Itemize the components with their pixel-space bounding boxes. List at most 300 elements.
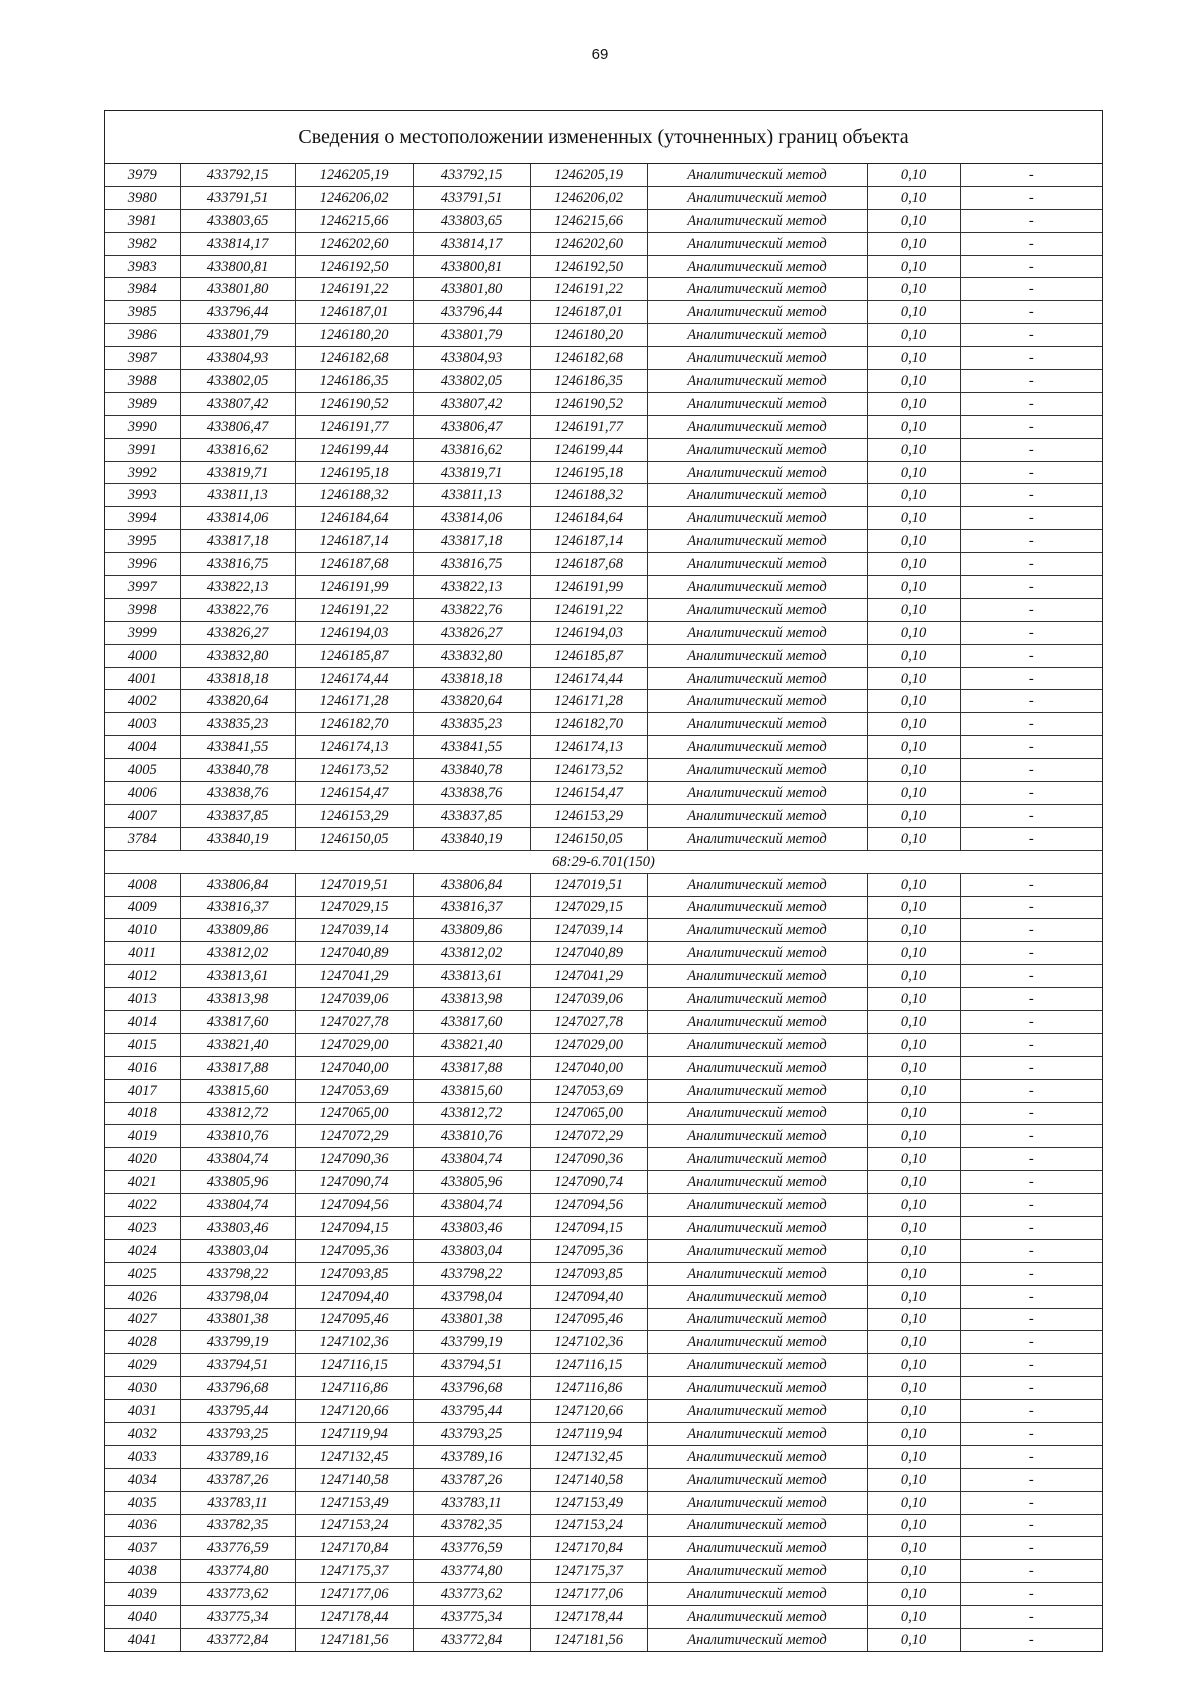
accuracy-cell: 0,10 bbox=[867, 1216, 960, 1239]
y-old-cell: 1247090,36 bbox=[295, 1148, 413, 1171]
x-old-cell: 433815,60 bbox=[180, 1079, 295, 1102]
accuracy-cell: 0,10 bbox=[867, 1606, 960, 1629]
y-old-cell: 1247093,85 bbox=[295, 1262, 413, 1285]
method-cell: Аналитический метод bbox=[647, 209, 867, 232]
y-new-cell: 1246205,19 bbox=[530, 164, 647, 186]
point-number-cell: 3994 bbox=[105, 507, 180, 530]
coordinates-document bbox=[104, 110, 1103, 1652]
method-cell: Аналитический метод bbox=[647, 827, 867, 850]
method-cell: Аналитический метод bbox=[647, 942, 867, 965]
accuracy-cell: 0,10 bbox=[867, 301, 960, 324]
accuracy-cell: 0,10 bbox=[867, 1491, 960, 1514]
x-new-cell: 433796,68 bbox=[413, 1377, 530, 1400]
point-number-cell: 4036 bbox=[105, 1514, 180, 1537]
point-number-cell: 4021 bbox=[105, 1171, 180, 1194]
accuracy-cell: 0,10 bbox=[867, 1308, 960, 1331]
x-new-cell: 433792,15 bbox=[413, 164, 530, 186]
method-cell: Аналитический метод bbox=[647, 1033, 867, 1056]
x-old-cell: 433796,44 bbox=[180, 301, 295, 324]
y-new-cell: 1246190,52 bbox=[530, 392, 647, 415]
table-row bbox=[105, 1216, 1102, 1239]
y-new-cell: 1246185,87 bbox=[530, 644, 647, 667]
table-row bbox=[105, 1583, 1102, 1606]
x-old-cell: 433772,84 bbox=[180, 1629, 295, 1651]
y-new-cell: 1247094,15 bbox=[530, 1216, 647, 1239]
method-cell: Аналитический метод bbox=[647, 1239, 867, 1262]
y-old-cell: 1247029,00 bbox=[295, 1033, 413, 1056]
y-new-cell: 1247119,94 bbox=[530, 1422, 647, 1445]
method-cell: Аналитический метод bbox=[647, 1171, 867, 1194]
y-new-cell: 1247029,15 bbox=[530, 896, 647, 919]
point-number-cell: 3987 bbox=[105, 347, 180, 370]
accuracy-cell: 0,10 bbox=[867, 1377, 960, 1400]
description-cell: - bbox=[960, 553, 1102, 576]
y-old-cell: 1247102,36 bbox=[295, 1331, 413, 1354]
table-row bbox=[105, 461, 1102, 484]
x-old-cell: 433817,60 bbox=[180, 1010, 295, 1033]
y-new-cell: 1246202,60 bbox=[530, 232, 647, 255]
point-number-cell: 3784 bbox=[105, 827, 180, 850]
point-number-cell: 3993 bbox=[105, 484, 180, 507]
point-number-cell: 4018 bbox=[105, 1102, 180, 1125]
y-old-cell: 1246153,29 bbox=[295, 804, 413, 827]
point-number-cell: 4039 bbox=[105, 1583, 180, 1606]
x-old-cell: 433821,40 bbox=[180, 1033, 295, 1056]
method-cell: Аналитический метод bbox=[647, 232, 867, 255]
accuracy-cell: 0,10 bbox=[867, 1629, 960, 1651]
table-row bbox=[105, 232, 1102, 255]
description-cell: - bbox=[960, 1285, 1102, 1308]
point-number-cell: 3985 bbox=[105, 301, 180, 324]
x-old-cell: 433826,27 bbox=[180, 621, 295, 644]
description-cell: - bbox=[960, 873, 1102, 896]
description-cell: - bbox=[960, 965, 1102, 988]
y-old-cell: 1246202,60 bbox=[295, 232, 413, 255]
table-row bbox=[105, 621, 1102, 644]
x-old-cell: 433804,74 bbox=[180, 1194, 295, 1217]
method-cell: Аналитический метод bbox=[647, 965, 867, 988]
y-old-cell: 1247040,00 bbox=[295, 1056, 413, 1079]
y-new-cell: 1246153,29 bbox=[530, 804, 647, 827]
x-old-cell: 433806,84 bbox=[180, 873, 295, 896]
y-old-cell: 1247039,14 bbox=[295, 919, 413, 942]
x-old-cell: 433776,59 bbox=[180, 1537, 295, 1560]
x-new-cell: 433796,44 bbox=[413, 301, 530, 324]
table-row bbox=[105, 598, 1102, 621]
description-cell: - bbox=[960, 484, 1102, 507]
table-row bbox=[105, 1010, 1102, 1033]
method-cell: Аналитический метод bbox=[647, 690, 867, 713]
method-cell: Аналитический метод bbox=[647, 736, 867, 759]
x-new-cell: 433835,23 bbox=[413, 713, 530, 736]
coordinates-table bbox=[105, 164, 1102, 1651]
table-row bbox=[105, 1194, 1102, 1217]
table-row bbox=[105, 530, 1102, 553]
x-new-cell: 433775,34 bbox=[413, 1606, 530, 1629]
point-number-cell: 4000 bbox=[105, 644, 180, 667]
x-new-cell: 433795,44 bbox=[413, 1400, 530, 1423]
accuracy-cell: 0,10 bbox=[867, 896, 960, 919]
x-new-cell: 433800,81 bbox=[413, 255, 530, 278]
accuracy-cell: 0,10 bbox=[867, 965, 960, 988]
x-new-cell: 433817,88 bbox=[413, 1056, 530, 1079]
y-old-cell: 1247041,29 bbox=[295, 965, 413, 988]
point-number-cell: 4022 bbox=[105, 1194, 180, 1217]
x-old-cell: 433814,06 bbox=[180, 507, 295, 530]
table-row bbox=[105, 576, 1102, 599]
point-number-cell: 3980 bbox=[105, 186, 180, 209]
y-new-cell: 1247027,78 bbox=[530, 1010, 647, 1033]
y-old-cell: 1247116,86 bbox=[295, 1377, 413, 1400]
method-cell: Аналитический метод bbox=[647, 255, 867, 278]
x-old-cell: 433816,75 bbox=[180, 553, 295, 576]
description-cell: - bbox=[960, 209, 1102, 232]
x-new-cell: 433813,98 bbox=[413, 988, 530, 1011]
description-cell: - bbox=[960, 896, 1102, 919]
table-row bbox=[105, 370, 1102, 393]
description-cell: - bbox=[960, 1400, 1102, 1423]
y-new-cell: 1246154,47 bbox=[530, 782, 647, 805]
table-row bbox=[105, 301, 1102, 324]
description-cell: - bbox=[960, 827, 1102, 850]
description-cell: - bbox=[960, 1262, 1102, 1285]
y-new-cell: 1247039,14 bbox=[530, 919, 647, 942]
document-title: Сведения о местоположении измененных (уточненных) границ объекта bbox=[105, 111, 1102, 164]
y-old-cell: 1247090,74 bbox=[295, 1171, 413, 1194]
y-old-cell: 1246154,47 bbox=[295, 782, 413, 805]
table-row bbox=[105, 209, 1102, 232]
x-new-cell: 433773,62 bbox=[413, 1583, 530, 1606]
section-header-row bbox=[105, 850, 1102, 873]
y-old-cell: 1246215,66 bbox=[295, 209, 413, 232]
description-cell: - bbox=[960, 1445, 1102, 1468]
accuracy-cell: 0,10 bbox=[867, 1262, 960, 1285]
accuracy-cell: 0,10 bbox=[867, 530, 960, 553]
y-old-cell: 1247175,37 bbox=[295, 1560, 413, 1583]
y-old-cell: 1247094,40 bbox=[295, 1285, 413, 1308]
x-new-cell: 433817,60 bbox=[413, 1010, 530, 1033]
x-old-cell: 433794,51 bbox=[180, 1354, 295, 1377]
method-cell: Аналитический метод bbox=[647, 186, 867, 209]
point-number-cell: 4020 bbox=[105, 1148, 180, 1171]
x-new-cell: 433793,25 bbox=[413, 1422, 530, 1445]
method-cell: Аналитический метод bbox=[647, 1148, 867, 1171]
point-number-cell: 3999 bbox=[105, 621, 180, 644]
method-cell: Аналитический метод bbox=[647, 1377, 867, 1400]
description-cell: - bbox=[960, 1537, 1102, 1560]
accuracy-cell: 0,10 bbox=[867, 667, 960, 690]
accuracy-cell: 0,10 bbox=[867, 209, 960, 232]
table-row bbox=[105, 896, 1102, 919]
description-cell: - bbox=[960, 598, 1102, 621]
y-old-cell: 1246206,02 bbox=[295, 186, 413, 209]
table-row bbox=[105, 1537, 1102, 1560]
y-new-cell: 1247181,56 bbox=[530, 1629, 647, 1651]
x-new-cell: 433791,51 bbox=[413, 186, 530, 209]
x-new-cell: 433802,05 bbox=[413, 370, 530, 393]
accuracy-cell: 0,10 bbox=[867, 392, 960, 415]
y-new-cell: 1247039,06 bbox=[530, 988, 647, 1011]
description-cell: - bbox=[960, 438, 1102, 461]
accuracy-cell: 0,10 bbox=[867, 1422, 960, 1445]
point-number-cell: 4001 bbox=[105, 667, 180, 690]
accuracy-cell: 0,10 bbox=[867, 1010, 960, 1033]
x-new-cell: 433814,06 bbox=[413, 507, 530, 530]
y-old-cell: 1247153,24 bbox=[295, 1514, 413, 1537]
y-new-cell: 1247041,29 bbox=[530, 965, 647, 988]
y-new-cell: 1247040,89 bbox=[530, 942, 647, 965]
method-cell: Аналитический метод bbox=[647, 415, 867, 438]
x-new-cell: 433807,42 bbox=[413, 392, 530, 415]
description-cell: - bbox=[960, 988, 1102, 1011]
table-row bbox=[105, 164, 1102, 186]
y-old-cell: 1246188,32 bbox=[295, 484, 413, 507]
description-cell: - bbox=[960, 530, 1102, 553]
y-new-cell: 1247065,00 bbox=[530, 1102, 647, 1125]
description-cell: - bbox=[960, 507, 1102, 530]
x-old-cell: 433832,80 bbox=[180, 644, 295, 667]
accuracy-cell: 0,10 bbox=[867, 1148, 960, 1171]
y-new-cell: 1246187,14 bbox=[530, 530, 647, 553]
x-new-cell: 433776,59 bbox=[413, 1537, 530, 1560]
y-new-cell: 1247019,51 bbox=[530, 873, 647, 896]
point-number-cell: 4028 bbox=[105, 1331, 180, 1354]
x-old-cell: 433807,42 bbox=[180, 392, 295, 415]
method-cell: Аналитический метод bbox=[647, 461, 867, 484]
point-number-cell: 3984 bbox=[105, 278, 180, 301]
table-row bbox=[105, 827, 1102, 850]
x-old-cell: 433822,13 bbox=[180, 576, 295, 599]
method-cell: Аналитический метод bbox=[647, 1331, 867, 1354]
x-old-cell: 433802,05 bbox=[180, 370, 295, 393]
x-new-cell: 433798,04 bbox=[413, 1285, 530, 1308]
method-cell: Аналитический метод bbox=[647, 1056, 867, 1079]
method-cell: Аналитический метод bbox=[647, 1400, 867, 1423]
y-new-cell: 1246192,50 bbox=[530, 255, 647, 278]
method-cell: Аналитический метод bbox=[647, 1010, 867, 1033]
table-row bbox=[105, 988, 1102, 1011]
point-number-cell: 4033 bbox=[105, 1445, 180, 1468]
description-cell: - bbox=[960, 1102, 1102, 1125]
description-cell: - bbox=[960, 1171, 1102, 1194]
x-new-cell: 433816,62 bbox=[413, 438, 530, 461]
method-cell: Аналитический метод bbox=[647, 301, 867, 324]
y-old-cell: 1247019,51 bbox=[295, 873, 413, 896]
x-old-cell: 433798,04 bbox=[180, 1285, 295, 1308]
y-new-cell: 1247094,56 bbox=[530, 1194, 647, 1217]
point-number-cell: 4031 bbox=[105, 1400, 180, 1423]
y-old-cell: 1247116,15 bbox=[295, 1354, 413, 1377]
y-old-cell: 1247065,00 bbox=[295, 1102, 413, 1125]
section-label: 68:29-6.701(150) bbox=[105, 850, 1102, 873]
x-old-cell: 433798,22 bbox=[180, 1262, 295, 1285]
y-new-cell: 1247120,66 bbox=[530, 1400, 647, 1423]
point-number-cell: 4023 bbox=[105, 1216, 180, 1239]
y-new-cell: 1247094,40 bbox=[530, 1285, 647, 1308]
method-cell: Аналитический метод bbox=[647, 370, 867, 393]
y-old-cell: 1246194,03 bbox=[295, 621, 413, 644]
y-new-cell: 1247095,46 bbox=[530, 1308, 647, 1331]
accuracy-cell: 0,10 bbox=[867, 1514, 960, 1537]
accuracy-cell: 0,10 bbox=[867, 1468, 960, 1491]
x-old-cell: 433803,65 bbox=[180, 209, 295, 232]
x-new-cell: 433804,74 bbox=[413, 1148, 530, 1171]
method-cell: Аналитический метод bbox=[647, 347, 867, 370]
table-row bbox=[105, 415, 1102, 438]
y-old-cell: 1246192,50 bbox=[295, 255, 413, 278]
method-cell: Аналитический метод bbox=[647, 621, 867, 644]
x-old-cell: 433838,76 bbox=[180, 782, 295, 805]
y-new-cell: 1246173,52 bbox=[530, 759, 647, 782]
x-new-cell: 433801,38 bbox=[413, 1308, 530, 1331]
x-old-cell: 433806,47 bbox=[180, 415, 295, 438]
accuracy-cell: 0,10 bbox=[867, 507, 960, 530]
point-number-cell: 4008 bbox=[105, 873, 180, 896]
x-new-cell: 433774,80 bbox=[413, 1560, 530, 1583]
y-new-cell: 1247178,44 bbox=[530, 1606, 647, 1629]
accuracy-cell: 0,10 bbox=[867, 1056, 960, 1079]
x-new-cell: 433821,40 bbox=[413, 1033, 530, 1056]
y-new-cell: 1247132,45 bbox=[530, 1445, 647, 1468]
y-old-cell: 1246174,13 bbox=[295, 736, 413, 759]
y-new-cell: 1246182,70 bbox=[530, 713, 647, 736]
description-cell: - bbox=[960, 278, 1102, 301]
y-new-cell: 1246188,32 bbox=[530, 484, 647, 507]
method-cell: Аналитический метод bbox=[647, 1468, 867, 1491]
y-new-cell: 1246186,35 bbox=[530, 370, 647, 393]
table-row bbox=[105, 1422, 1102, 1445]
y-old-cell: 1246186,35 bbox=[295, 370, 413, 393]
table-row bbox=[105, 484, 1102, 507]
x-old-cell: 433818,18 bbox=[180, 667, 295, 690]
description-cell: - bbox=[960, 164, 1102, 186]
y-new-cell: 1247116,15 bbox=[530, 1354, 647, 1377]
table-row bbox=[105, 1056, 1102, 1079]
page-number: 69 bbox=[591, 46, 609, 63]
y-old-cell: 1247132,45 bbox=[295, 1445, 413, 1468]
description-cell: - bbox=[960, 1033, 1102, 1056]
y-new-cell: 1247116,86 bbox=[530, 1377, 647, 1400]
y-new-cell: 1246199,44 bbox=[530, 438, 647, 461]
y-old-cell: 1247119,94 bbox=[295, 1422, 413, 1445]
x-old-cell: 433800,81 bbox=[180, 255, 295, 278]
table-row bbox=[105, 1239, 1102, 1262]
method-cell: Аналитический метод bbox=[647, 484, 867, 507]
accuracy-cell: 0,10 bbox=[867, 690, 960, 713]
x-new-cell: 433832,80 bbox=[413, 644, 530, 667]
x-new-cell: 433803,46 bbox=[413, 1216, 530, 1239]
table-row bbox=[105, 438, 1102, 461]
y-old-cell: 1246180,20 bbox=[295, 324, 413, 347]
y-new-cell: 1246215,66 bbox=[530, 209, 647, 232]
x-new-cell: 433794,51 bbox=[413, 1354, 530, 1377]
point-number-cell: 4019 bbox=[105, 1125, 180, 1148]
description-cell: - bbox=[960, 736, 1102, 759]
method-cell: Аналитический метод bbox=[647, 896, 867, 919]
description-cell: - bbox=[960, 782, 1102, 805]
x-new-cell: 433826,27 bbox=[413, 621, 530, 644]
method-cell: Аналитический метод bbox=[647, 1422, 867, 1445]
x-old-cell: 433817,88 bbox=[180, 1056, 295, 1079]
x-new-cell: 433801,79 bbox=[413, 324, 530, 347]
table-row bbox=[105, 736, 1102, 759]
x-old-cell: 433804,74 bbox=[180, 1148, 295, 1171]
description-cell: - bbox=[960, 232, 1102, 255]
y-old-cell: 1247181,56 bbox=[295, 1629, 413, 1651]
y-new-cell: 1246194,03 bbox=[530, 621, 647, 644]
table-row bbox=[105, 1377, 1102, 1400]
y-new-cell: 1246171,28 bbox=[530, 690, 647, 713]
x-new-cell: 433813,61 bbox=[413, 965, 530, 988]
x-old-cell: 433816,62 bbox=[180, 438, 295, 461]
table-row bbox=[105, 690, 1102, 713]
x-new-cell: 433804,93 bbox=[413, 347, 530, 370]
x-new-cell: 433805,96 bbox=[413, 1171, 530, 1194]
method-cell: Аналитический метод bbox=[647, 667, 867, 690]
description-cell: - bbox=[960, 1079, 1102, 1102]
y-new-cell: 1246184,64 bbox=[530, 507, 647, 530]
method-cell: Аналитический метод bbox=[647, 1079, 867, 1102]
accuracy-cell: 0,10 bbox=[867, 782, 960, 805]
point-number-cell: 4032 bbox=[105, 1422, 180, 1445]
table-row bbox=[105, 392, 1102, 415]
table-row bbox=[105, 1033, 1102, 1056]
x-old-cell: 433812,02 bbox=[180, 942, 295, 965]
description-cell: - bbox=[960, 1354, 1102, 1377]
description-cell: - bbox=[960, 759, 1102, 782]
method-cell: Аналитический метод bbox=[647, 1216, 867, 1239]
accuracy-cell: 0,10 bbox=[867, 1537, 960, 1560]
table-row bbox=[105, 1079, 1102, 1102]
table-row bbox=[105, 1445, 1102, 1468]
accuracy-cell: 0,10 bbox=[867, 370, 960, 393]
description-cell: - bbox=[960, 255, 1102, 278]
accuracy-cell: 0,10 bbox=[867, 1400, 960, 1423]
accuracy-cell: 0,10 bbox=[867, 919, 960, 942]
point-number-cell: 3992 bbox=[105, 461, 180, 484]
x-new-cell: 433815,60 bbox=[413, 1079, 530, 1102]
x-old-cell: 433773,62 bbox=[180, 1583, 295, 1606]
y-new-cell: 1246191,22 bbox=[530, 598, 647, 621]
x-new-cell: 433838,76 bbox=[413, 782, 530, 805]
point-number-cell: 4013 bbox=[105, 988, 180, 1011]
y-new-cell: 1246174,44 bbox=[530, 667, 647, 690]
x-old-cell: 433803,04 bbox=[180, 1239, 295, 1262]
method-cell: Аналитический метод bbox=[647, 324, 867, 347]
table-row bbox=[105, 1262, 1102, 1285]
method-cell: Аналитический метод bbox=[647, 1583, 867, 1606]
y-old-cell: 1247120,66 bbox=[295, 1400, 413, 1423]
accuracy-cell: 0,10 bbox=[867, 1102, 960, 1125]
point-number-cell: 4002 bbox=[105, 690, 180, 713]
description-cell: - bbox=[960, 644, 1102, 667]
table-row bbox=[105, 713, 1102, 736]
x-old-cell: 433820,64 bbox=[180, 690, 295, 713]
description-cell: - bbox=[960, 1239, 1102, 1262]
accuracy-cell: 0,10 bbox=[867, 461, 960, 484]
y-old-cell: 1247170,84 bbox=[295, 1537, 413, 1560]
table-row bbox=[105, 1400, 1102, 1423]
accuracy-cell: 0,10 bbox=[867, 415, 960, 438]
y-new-cell: 1246191,77 bbox=[530, 415, 647, 438]
accuracy-cell: 0,10 bbox=[867, 1239, 960, 1262]
point-number-cell: 4003 bbox=[105, 713, 180, 736]
y-old-cell: 1247177,06 bbox=[295, 1583, 413, 1606]
x-new-cell: 433787,26 bbox=[413, 1468, 530, 1491]
table-row bbox=[105, 186, 1102, 209]
x-old-cell: 433782,35 bbox=[180, 1514, 295, 1537]
point-number-cell: 4011 bbox=[105, 942, 180, 965]
